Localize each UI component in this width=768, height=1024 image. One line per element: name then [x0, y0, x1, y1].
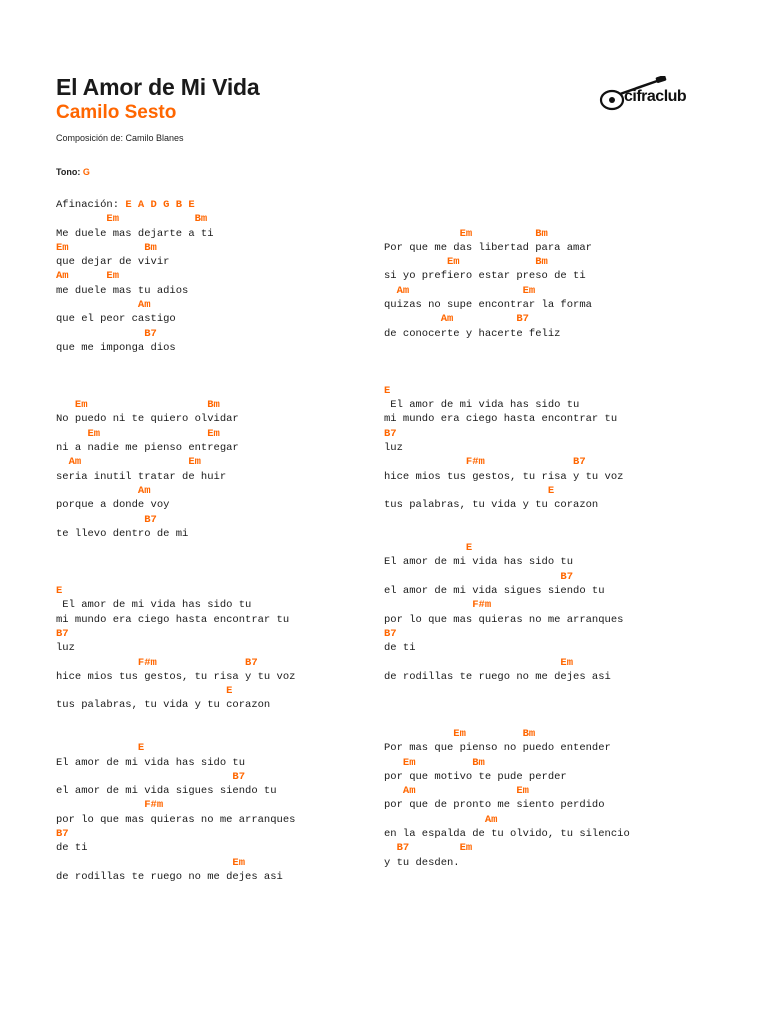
lyric-line: El amor de mi vida has sido tu	[384, 399, 580, 412]
chord-line[interactable]: B7	[384, 627, 397, 640]
song-title: El Amor de Mi Vida	[56, 74, 260, 100]
lyric-line: mi mundo era ciego hasta encontrar tu	[56, 613, 290, 626]
cifraclub-logo[interactable]	[598, 76, 708, 116]
key-label: Tono:	[56, 167, 83, 177]
chord-line[interactable]: Em Bm	[56, 399, 220, 412]
blank-line	[56, 727, 295, 741]
chord-line[interactable]: F#m	[56, 799, 164, 812]
lyric-line: el amor de mi vida sigues siendo tu	[56, 785, 277, 798]
lyric-line: por lo que mas quieras no me arranques	[56, 813, 296, 826]
chord-line[interactable]: Em Bm	[384, 727, 536, 740]
chord-line[interactable]: B7 Em	[384, 842, 473, 855]
lyric-line: hice mios tus gestos, tu risa y tu voz	[384, 470, 624, 483]
chord-line[interactable]: Am Em	[56, 270, 120, 283]
key-value: G	[82, 167, 90, 177]
blank-line	[384, 513, 630, 527]
blank-line	[56, 555, 295, 569]
lyric-line: te llevo dentro de mi	[56, 527, 189, 540]
chord-line[interactable]: F#m	[384, 599, 492, 612]
lyric-line: tus palabras, tu vida y tu corazon	[384, 499, 599, 512]
lyric-line: por que motivo te pude perder	[384, 770, 567, 783]
chord-line[interactable]: Am	[56, 299, 151, 312]
lyric-line: por lo que mas quieras no me arranques	[384, 613, 624, 626]
chord-line[interactable]: Am Em	[384, 284, 536, 297]
key-info	[56, 167, 90, 177]
blank-line	[384, 713, 630, 727]
lyric-line: de ti	[56, 842, 88, 855]
lyric-line: porque a donde voy	[56, 499, 170, 512]
chord-line[interactable]: Em Bm	[384, 227, 548, 240]
chord-line[interactable]: F#m B7	[56, 656, 258, 669]
tuning-label: Afinación:	[56, 199, 126, 211]
chord-line[interactable]: Am Em	[56, 456, 201, 469]
lyric-line: Me duele mas dejarte a ti	[56, 227, 214, 240]
lyric-line: quizas no supe encontrar la forma	[384, 299, 592, 312]
blank-line	[384, 212, 630, 226]
chord-line[interactable]: Em Bm	[56, 241, 157, 254]
lyric-line: que el peor castigo	[56, 313, 176, 326]
lyric-line: No puedo ni te quiero olvidar	[56, 413, 239, 426]
chord-line[interactable]: B7	[56, 327, 157, 340]
lyric-line: de ti	[384, 642, 416, 655]
blank-line	[384, 341, 630, 355]
lyric-line: seria inutil tratar de huir	[56, 470, 227, 483]
blank-line	[56, 370, 295, 384]
lyric-line: Por que me das libertad para amar	[384, 241, 592, 254]
chord-line[interactable]: E	[56, 585, 63, 598]
lyric-line: luz	[56, 642, 75, 655]
artist-name[interactable]: Camilo Sesto	[56, 102, 177, 123]
chord-line[interactable]: B7	[56, 513, 157, 526]
lyric-line: El amor de mi vida has sido tu	[384, 556, 574, 569]
chord-line[interactable]: Em Bm	[384, 756, 485, 769]
chord-line[interactable]: B7	[384, 570, 574, 583]
chord-line[interactable]: Em	[56, 856, 246, 869]
lyric-line: de rodillas te ruego no me dejes asi	[384, 670, 611, 683]
chord-line[interactable]: Em	[384, 656, 574, 669]
chord-line[interactable]: Am	[56, 484, 151, 497]
blank-line	[384, 355, 630, 369]
blank-line	[56, 541, 295, 555]
lyrics-left-column	[56, 198, 295, 884]
lyric-line: que dejar de vivir	[56, 256, 170, 269]
chord-line[interactable]: B7	[56, 627, 69, 640]
chord-line[interactable]: E	[56, 685, 233, 698]
lyric-line: en la espalda de tu olvido, tu silencio	[384, 828, 630, 841]
blank-line	[384, 527, 630, 541]
tuning-line	[56, 198, 295, 212]
blank-line	[384, 370, 630, 384]
chord-line[interactable]: Em Em	[56, 427, 220, 440]
blank-line	[56, 713, 295, 727]
blank-line	[384, 684, 630, 698]
blank-line	[56, 384, 295, 398]
lyric-line: y tu desden.	[384, 856, 460, 869]
blank-line	[384, 698, 630, 712]
tuning-value: E A D G B E	[125, 199, 195, 211]
chord-line[interactable]: B7	[56, 770, 246, 783]
lyric-line: Por mas que pienso no puedo entender	[384, 742, 611, 755]
chord-line[interactable]: E	[384, 542, 473, 555]
chord-line[interactable]: Em Bm	[56, 213, 208, 226]
lyric-line: de conocerte y hacerte feliz	[384, 327, 561, 340]
chord-line[interactable]: B7	[384, 427, 397, 440]
chord-line[interactable]: Am Em	[384, 785, 529, 798]
chord-line[interactable]: E	[56, 742, 145, 755]
lyric-line: El amor de mi vida has sido tu	[56, 756, 246, 769]
lyric-line: si yo prefiero estar preso de ti	[384, 270, 586, 283]
logo-text: cifraclub	[624, 88, 687, 105]
lyrics-right-column	[384, 198, 630, 870]
lyric-line: El amor de mi vida has sido tu	[56, 599, 252, 612]
lyric-line: que me imponga dios	[56, 341, 176, 354]
lyric-line: de rodillas te ruego no me dejes asi	[56, 870, 283, 883]
blank-line	[56, 570, 295, 584]
chord-line[interactable]: E	[384, 484, 555, 497]
chord-line[interactable]: Am B7	[384, 313, 529, 326]
chord-line[interactable]: E	[384, 384, 391, 397]
composer-credit: Composición de: Camilo Blanes	[56, 133, 184, 143]
lyric-line: ni a nadie me pienso entregar	[56, 442, 239, 455]
lyric-line: luz	[384, 442, 403, 455]
lyric-line: hice mios tus gestos, tu risa y tu voz	[56, 670, 296, 683]
blank-line	[384, 198, 630, 212]
blank-line	[56, 355, 295, 369]
chord-line[interactable]: Am	[384, 813, 498, 826]
lyric-line: tus palabras, tu vida y tu corazon	[56, 699, 271, 712]
chord-line[interactable]: F#m B7	[384, 456, 586, 469]
lyric-line: me duele mas tu adios	[56, 284, 189, 297]
lyric-line: mi mundo era ciego hasta encontrar tu	[384, 413, 618, 426]
chord-line[interactable]: Em Bm	[384, 256, 548, 269]
lyric-line: por que de pronto me siento perdido	[384, 799, 605, 812]
lyric-line: el amor de mi vida sigues siendo tu	[384, 585, 605, 598]
chord-line[interactable]: B7	[56, 828, 69, 841]
